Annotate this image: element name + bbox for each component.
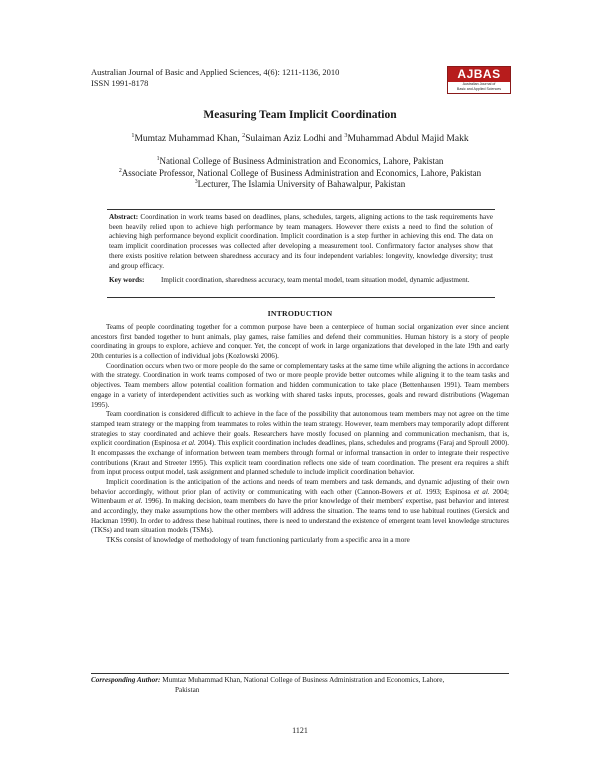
affiliation-1: $^1$National College of Business Administration and Economics, Lahore, Pakistan: [156, 156, 444, 166]
paragraph-4: Implicit coordination is the anticipation of the actions and needs of team members and task demands, and dynamic adjusting of their own behavior accordingly, without prior plan of activity or communicating with each other (Cannon-Bowers et al. 1993; Espinosa et al. 2004; Wittenbaum et al. 1996). In making decision, team members do have the prior knowledge of their members' expertise, past behavior and interest and accordingly, they make assumptions how the other members will address the situation. The teams tend to use habitual routines (Gersick and Hackman 1990). In order to address these habitual routines, there is need to understand the existence of emergent team level knowledge structures (TKSs) and team situation models (TSMs).: [91, 478, 510, 535]
journal-logo-text: AJBAS: [448, 67, 510, 82]
author-3: Muhammad Abdul Majid Makk: [347, 134, 469, 144]
paragraph-3: Team coordination is considered difficult to achieve in the face of the possibility that autonomous team members may not agree on the time stamped team strategy or the mapping from teammates to roles within the team strategy. However, team members may temporarily adopt different strategies to stay coordinated and achieve their goals. Researchers have mostly focused on planning and communication mechanism, that is, explicit coordination (Espinosa et al. 2004). This explicit coordination includes deadlines, plans, schedules and programs (Faraj and Sproull 2000). It encompasses the exchange of information between team members through formal or informal transaction in order to integrate their respective contributions (Kraut and Streeter 1995). This explicit team coordination reflects one side of team coordination. The present era requires a shift from input process output model, task assignment and planned schedule to include implicit coordination behavior.: [91, 410, 510, 477]
keywords-text: Implicit coordination, sharedness accuracy, team mental model, team situation model, dynamic adjustment.: [161, 276, 470, 284]
journal-logo-subtitle: Australian Journal of Basic and Applied Sciences: [456, 82, 502, 91]
journal-logo: [447, 66, 511, 94]
journal-citation: Australian Journal of Basic and Applied Sciences, 4(6): 1211-1136, 2010: [91, 67, 340, 77]
introduction-body: [91, 323, 509, 546]
author-list: $^1$Mumtaz Muhammad Khan, $^2$Sulaiman Aziz Lodhi and $^3$Muhammad Abdul Majid Makk: [131, 132, 469, 144]
corresponding-author-note: [91, 676, 509, 695]
paragraph-2: Coordination occurs when two or more people do the same or complementary tasks at the same time while aligning the actions in accordance with the strategy. Coordination in work teams composed of two or more people provide better outcomes while aligning it to the team tasks and objectives. Team members allow potential coalition formation and hidden communication to take place (Bettenhausen 1991). Team members engage in a variety of interdependent activities such as working with shared tasks inputs, processes, goals and reward distributions (Wageman 1995).: [91, 361, 509, 409]
section-heading-introduction: INTRODUCTION: [267, 309, 333, 318]
journal-issn: ISSN 1991-8178: [91, 78, 149, 88]
footnote-text-continued: Pakistan: [175, 685, 200, 694]
author-2: Sulaiman Aziz Lodhi and: [245, 134, 345, 144]
paragraph-1: Teams of people coordinating together for a common purpose have been a centerpiece of human social organization ever since ancient ancestors first banded together to hunt animals, play games, raise families and defend their communities. Human history is a story of people coordinating in groups to explore, achieve and conquer. Yet, the concept of work in large organizations that developed in the late 19th and early 20th centuries is a collection of individual jobs (Kozlowski 2006).: [91, 323, 509, 361]
footnote-divider: [91, 673, 509, 674]
journal-header: [91, 67, 441, 89]
footnote-label: Corresponding Author:: [91, 676, 161, 684]
footnote-text: Mumtaz Muhammad Khan, National College of Business Administration and Economics, Lahore,: [160, 676, 445, 684]
affiliations: [100, 156, 500, 191]
abstract-label: Abstract:: [109, 213, 139, 221]
affiliation-3: $^3$Lecturer, The Islamia University of Bahawalpur, Pakistan: [194, 179, 406, 189]
abstract-text: Coordination in work teams based on deadlines, plans, schedules, targets, aligning actions to the task requirements have been heavily relied upon to achieve high performance by team managers. However there exists a need to find the solution of achieving high performance beyond explicit coordination. Implicit coordination is a step further in achieving this end. The data on team implicit coordination processes was collected after developing a measurement tool. Confirmatory factor analyses show that there exists positive relation between sharedness accuracy and its four independent variables: longevity, knowledge diversity; trust and group efficacy.: [109, 213, 493, 270]
abstract: [109, 213, 493, 271]
keywords: [109, 276, 493, 286]
keywords-label: Key words:: [109, 276, 145, 284]
page-number: 1121: [292, 726, 308, 735]
keywords-divider: [107, 297, 495, 298]
paper-title: Measuring Team Implicit Coordination: [203, 109, 397, 121]
affiliation-2: $^2$Associate Professor, National College of Business Administration and Economics, Lahore, Pakistan: [118, 167, 482, 178]
author-1: Mumtaz Muhammad Khan,: [134, 134, 243, 144]
paragraph-5: TKSs consist of knowledge of methodology of team functioning particularly from a specific area in a more: [106, 536, 410, 545]
